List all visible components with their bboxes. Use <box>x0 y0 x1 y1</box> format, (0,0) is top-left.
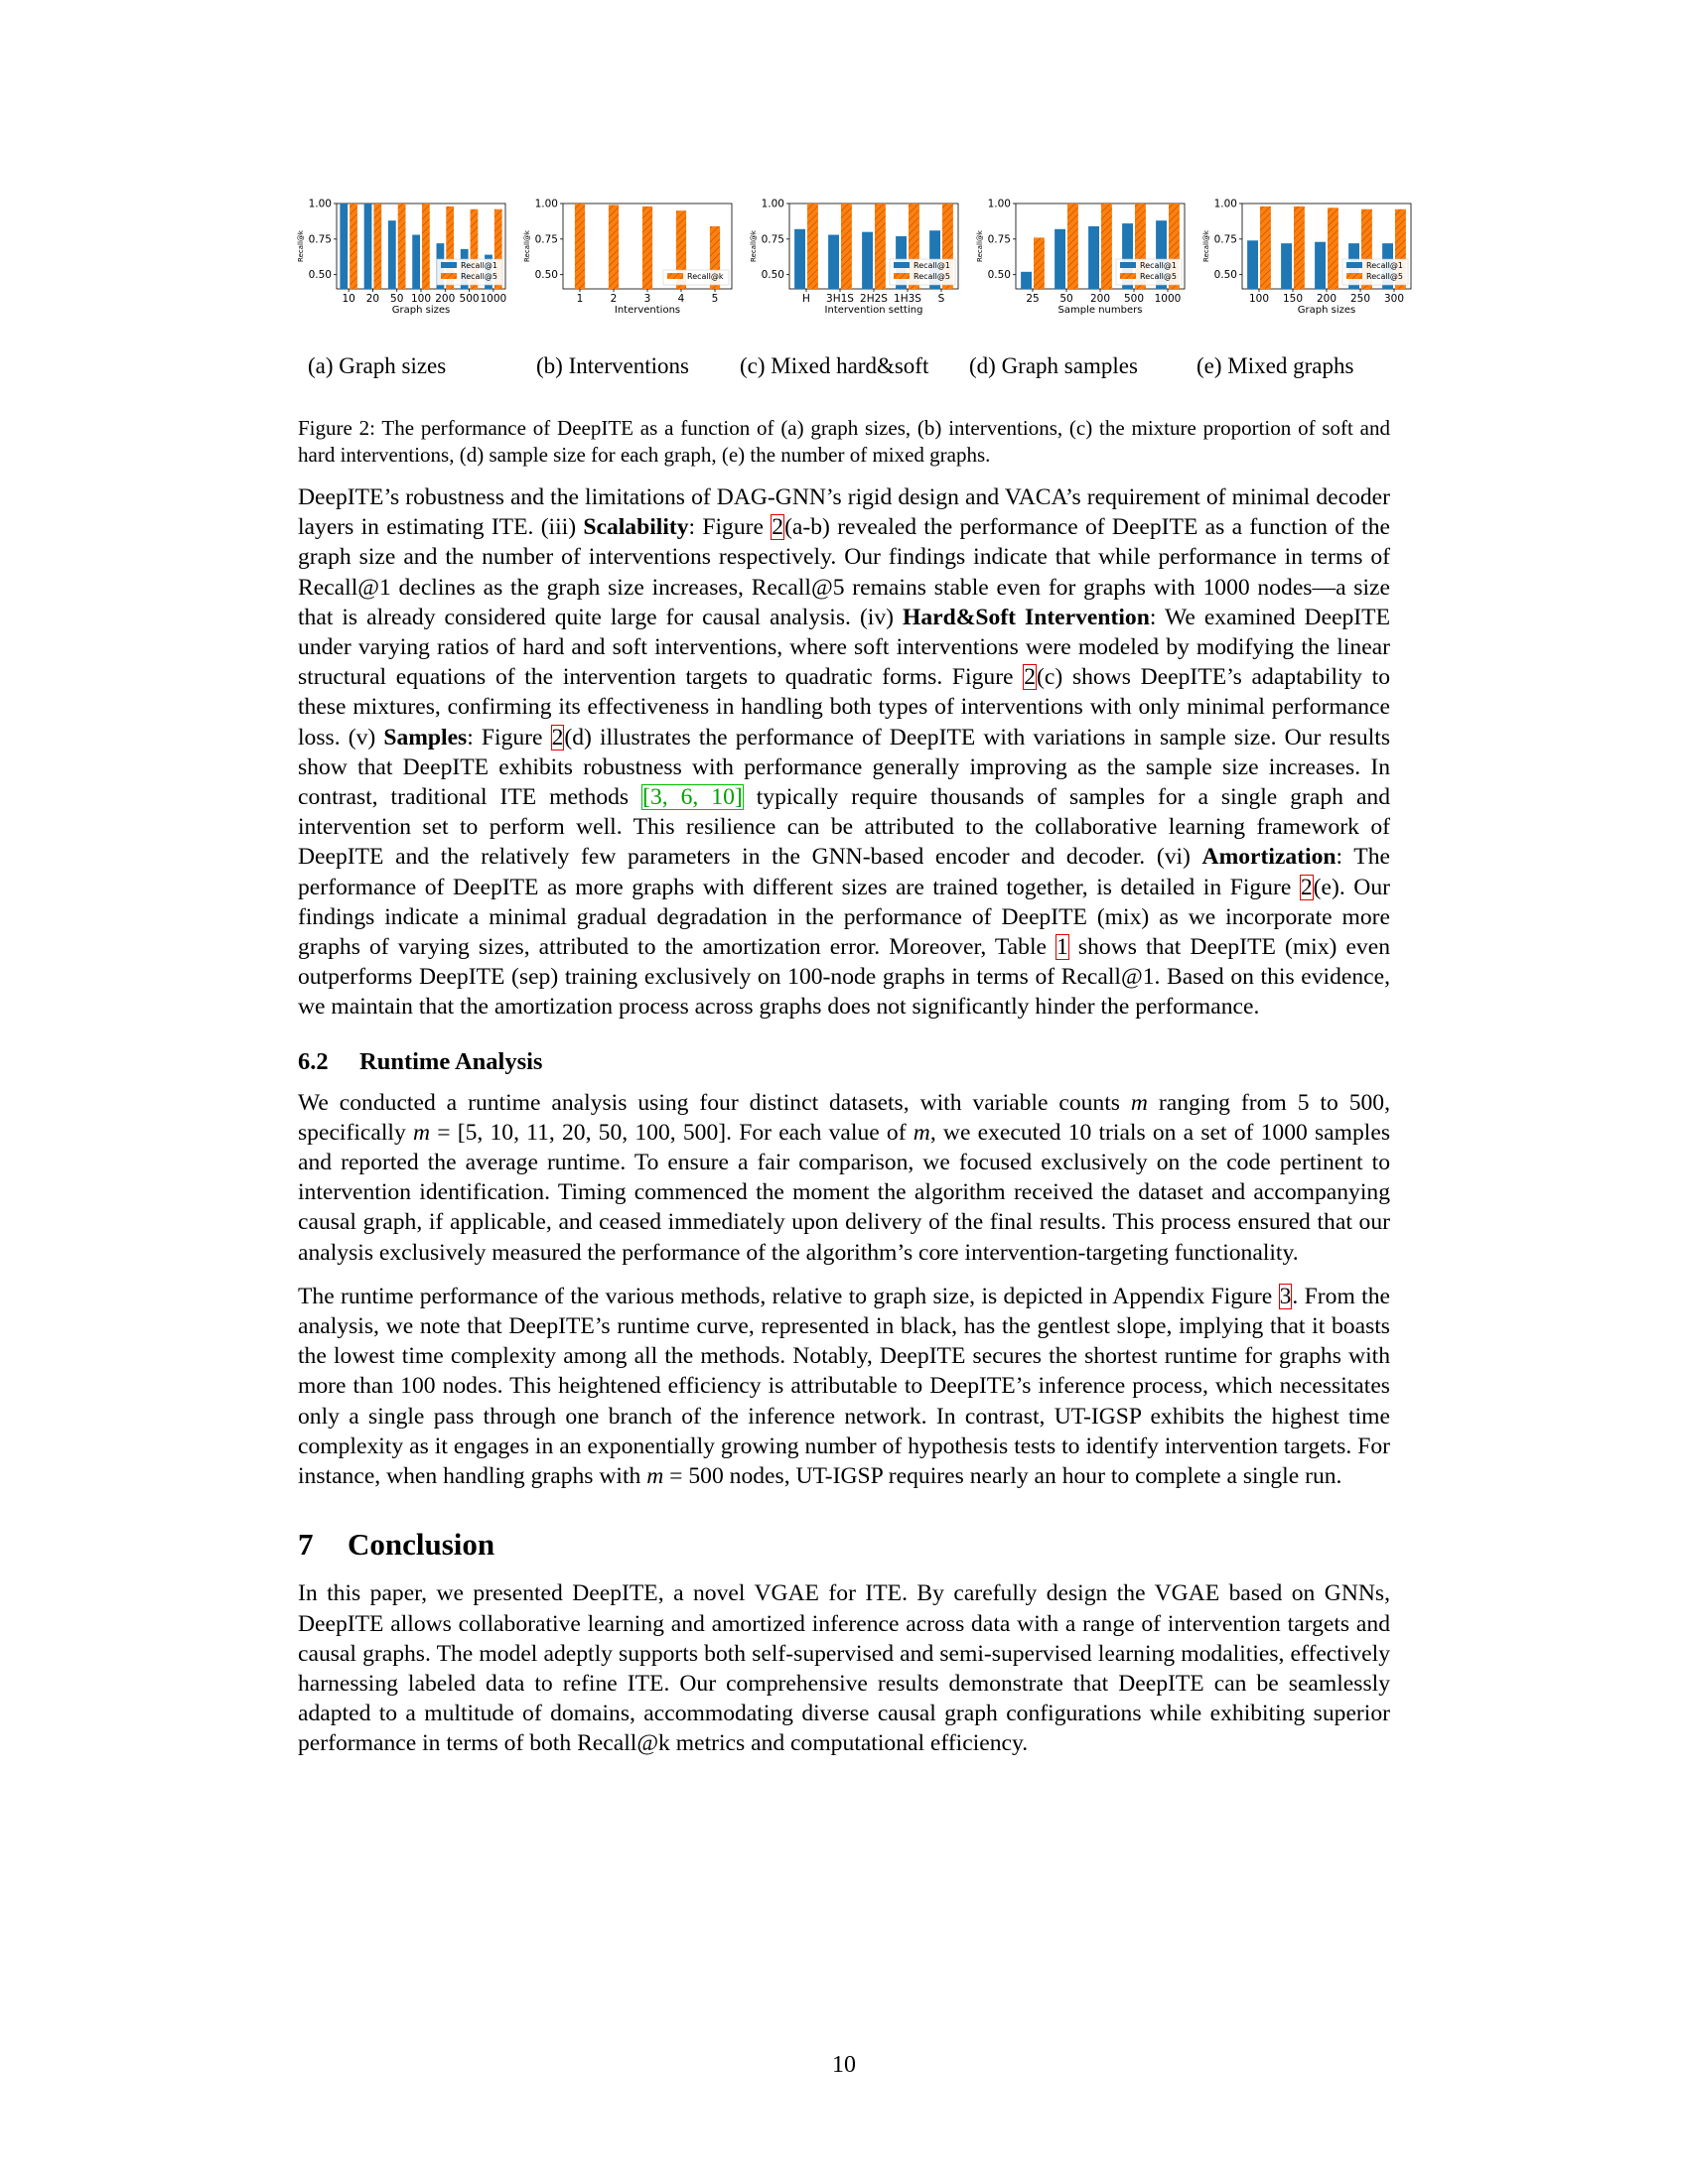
bar-recall-k <box>609 205 619 289</box>
bar-recall-5 <box>1328 207 1338 289</box>
bar-recall-5 <box>875 204 886 289</box>
y-tick-label: 0.50 <box>761 269 784 282</box>
y-tick-label: 1.00 <box>534 198 558 210</box>
figure-ref-link[interactable]: 2 <box>1300 874 1313 900</box>
paragraph-conclusion: In this paper, we presented DeepITE, a novel VGAE for ITE. By carefully design the VGAE based on GNNs, DeepITE allows collaborative learning and amortized inference across data with a range of intervention targets and causal graphs. The model adeptly supports both self-supervised and semi-supervised learning modalities, effectively harnessing labeled data to refine ITE. Our comprehensive results demonstrate that DeepITE can be seamlessly adapted to a multitude of domains, accommodating diverse causal graph configurations while exhibiting superior performance in terms of both Recall@k metrics and computational efficiency. <box>298 1580 1390 1757</box>
x-axis-label: Graph sizes <box>1297 305 1356 316</box>
paragraph-runtime-results: The runtime performance of the various methods, relative to graph size, is depicted in Appendix Figure 3. From the analysis, we note that DeepITE’s runtime curve, represented in black, has the gentlest slope, implying that it boasts the lowest time complexity among all the methods. Notably, DeepITE secures the shortest runtime for graphs with more than 100 nodes. This heightened efficiency is attributable to DeepITE’s inference process, which necessitates only a single pass through one branch of the inference network. In contrast, UT-IGSP exhibits the highest time complexity as it engages in an exponentially growing number of hypothesis tests to identify intervention targets. For instance, when handling graphs with m = 500 nodes, UT-IGSP requires nearly an hour to complete a single run. <box>298 1283 1390 1490</box>
term-amortization: Amortization <box>1201 844 1336 871</box>
bar-recall-5 <box>398 204 406 289</box>
chart-interventions <box>519 194 738 347</box>
bar-recall-5 <box>807 204 818 289</box>
y-tick-label: 0.75 <box>534 233 558 246</box>
legend-swatch <box>1120 273 1136 279</box>
x-tick-label: 200 <box>1316 293 1337 305</box>
x-tick-label: 300 <box>1383 293 1405 305</box>
bar-recall-5 <box>422 204 430 289</box>
x-tick-label: 2 <box>610 293 618 305</box>
table-ref-link[interactable]: 1 <box>1056 934 1068 961</box>
x-tick-label: 25 <box>1026 293 1040 305</box>
y-tick-label: 0.75 <box>308 233 332 246</box>
bar-recall-k <box>575 204 585 289</box>
x-tick-label: 20 <box>365 293 380 305</box>
bar-recall-1 <box>340 204 348 289</box>
term-hard-soft: Hard&Soft Intervention <box>903 604 1150 630</box>
bar-recall-1 <box>412 235 420 289</box>
legend-label: Recall@1 <box>1140 261 1177 270</box>
x-tick-label: 3 <box>643 293 651 305</box>
x-tick-label: 200 <box>1089 293 1111 305</box>
page-content <box>297 194 1405 1773</box>
bar-recall-5 <box>373 204 381 289</box>
figure-ref-link[interactable]: 2 <box>551 724 564 751</box>
y-tick-label: 1.00 <box>308 198 332 210</box>
y-tick-label: 0.50 <box>308 269 332 282</box>
legend-swatch <box>1346 262 1362 268</box>
legend-label: Recall@5 <box>1366 272 1403 281</box>
bar-recall-1 <box>794 229 805 289</box>
legend-swatch <box>1346 273 1362 279</box>
x-tick-label: 100 <box>410 293 432 305</box>
x-tick-label: 4 <box>677 293 685 305</box>
figure-ref-link[interactable]: 2 <box>1024 664 1037 691</box>
x-axis-label: Graph sizes <box>391 305 451 316</box>
legend-label: Recall@5 <box>1140 272 1177 281</box>
x-tick-label: 1000 <box>1154 293 1182 305</box>
page-number: 10 <box>832 2052 856 2078</box>
bar-recall-1 <box>364 204 372 289</box>
bar-recall-1 <box>1021 272 1032 289</box>
y-axis-label: Recall@k <box>297 230 305 262</box>
chart-mixed-hard-soft <box>746 194 964 347</box>
chart-graph-sizes <box>293 194 511 347</box>
legend-label: Recall@k <box>687 272 724 281</box>
bar-recall-5 <box>350 204 357 289</box>
bar-recall-1 <box>388 220 396 289</box>
y-axis-label: Recall@k <box>976 230 984 262</box>
bar-recall-1 <box>828 235 839 289</box>
x-axis-label: Sample numbers <box>1057 305 1143 316</box>
x-axis-label: Interventions <box>614 305 681 316</box>
paragraph-runtime-setup: We conducted a runtime analysis using four distinct datasets, with variable counts m ranging from 5 to 500, specifically m = [5, 10, 11, 20, 50, 100, 500]. For each value of m, we executed 10 trials on a set of 1000 samples and reported the average runtime. To ensure a fair comparison, we focused exclusively on the code pertinent to intervention identification. Timing commenced the moment the algorithm received the dataset and accompanying causal graph, if applicable, and ceased immediately upon delivery of the final results. This process ensured that our analysis exclusively measured the performance of the algorithm’s core intervention-targeting functionality. <box>298 1089 1391 1266</box>
x-tick-label: 3H1S <box>826 293 854 305</box>
y-tick-label: 1.00 <box>761 198 784 210</box>
x-tick-label: 150 <box>1282 293 1304 305</box>
bar-recall-1 <box>1088 226 1099 289</box>
figure-caption: Figure 2: The performance of DeepITE as a function of (a) graph sizes, (b) interventions, (c) the mixture proportion of soft and hard interventions, (d) sample size for each graph, (e) the number of mixed graphs. <box>298 416 1390 467</box>
figure-ref-link[interactable]: 3 <box>1279 1283 1292 1309</box>
x-tick-label: 50 <box>390 293 404 305</box>
legend-label: Recall@1 <box>1366 261 1403 270</box>
legend-swatch <box>894 273 910 279</box>
x-axis-label: Intervention setting <box>824 305 923 316</box>
figure-ref-link[interactable]: 2 <box>772 514 784 541</box>
y-axis-label: Recall@k <box>523 230 531 262</box>
x-tick-label: 500 <box>1123 293 1145 305</box>
subcaption-c: (c) Mixed hard&soft <box>740 353 929 378</box>
subcaption-b: (b) Interventions <box>536 353 689 378</box>
citation-link[interactable]: [3, 6, 10] <box>642 784 743 811</box>
x-tick-label: 2H2S <box>860 293 888 305</box>
legend-swatch <box>1120 262 1136 268</box>
y-tick-label: 1.00 <box>1213 198 1237 210</box>
x-tick-label: H <box>802 293 810 305</box>
figure-2 <box>297 194 1405 347</box>
bar-recall-1 <box>1281 243 1292 289</box>
subcaption-d: (d) Graph samples <box>969 353 1138 378</box>
x-tick-label: 10 <box>342 293 355 305</box>
x-tick-label: 50 <box>1059 293 1073 305</box>
term-scalability: Scalability <box>583 514 689 541</box>
y-tick-label: 0.50 <box>987 269 1011 282</box>
legend-swatch <box>441 262 457 268</box>
chart-graph-samples <box>972 194 1191 347</box>
y-axis-label: Recall@k <box>1202 230 1210 262</box>
x-tick-label: 250 <box>1349 293 1371 305</box>
x-tick-label: 100 <box>1248 293 1270 305</box>
x-tick-label: 1 <box>576 293 584 305</box>
x-tick-label: 200 <box>435 293 456 305</box>
legend-label: Recall@5 <box>914 272 950 281</box>
subfigure-captions <box>298 347 1390 397</box>
legend-label: Recall@1 <box>461 261 497 270</box>
x-tick-label: S <box>937 293 945 305</box>
y-tick-label: 0.75 <box>987 233 1011 246</box>
bar-recall-1 <box>1315 242 1326 289</box>
subcaption-a: (a) Graph sizes <box>308 353 447 378</box>
paragraph-results: DeepITE’s robustness and the limitations of DAG-GNN’s rigid design and VACA’s requirement of minimal decoder layers in estimating ITE. (iii) Scalability: Figure 2(a-b) revealed the performance of DeepITE as a function of the graph size and the number of interventions respectively. Our findings indicate that while performance in terms of Recall@1 declines as the graph size increases, Recall@5 remains stable even for graphs with 1000 nodes—a size that is already considered quite large for causal analysis. (iv) Hard&Soft Intervention: We examined DeepITE under varying ratios of hard and soft interventions, where soft interventions were modeled by modifying the linear structural equations of the intervention targets to quadratic forms. Figure 2(c) shows DeepITE’s adaptability to these mixtures, confirming its effectiveness in handling both types of interventions with only minimal performance loss. (v) Samples: Figure 2(d) illustrates the performance of DeepITE with variations in sample size. Our results show that DeepITE exhibits robustness with performance generally improving as the sample size increases. In contrast, traditional ITE methods [3, 6, 10] typically require thousands of samples for a single graph and intervention set to perform well. This resilience can be attributed to the collaborative learning framework of DeepITE and the relatively few parameters in the GNN-based encoder and decoder. (vi) Amortization: The performance of DeepITE as more graphs with different sizes are trained together, is detailed in Figure 2(e). Our findings indicate a minimal gradual degradation in the performance of DeepITE (mix) as we incorporate more graphs of varying sizes, attributed to the amortization error. Moreover, Table 1 shows that DeepITE (mix) even outperforms DeepITE (sep) training exclusively on 100-node graphs in terms of Recall@1. Based on this evidence, we maintain that the amortization process across graphs does not significantly hinder the performance. <box>298 484 1391 1021</box>
bar-recall-1 <box>1247 240 1258 289</box>
bar-recall-5 <box>1101 204 1112 289</box>
section-heading-6-2: 6.2 Runtime Analysis <box>298 1047 543 1075</box>
legend-swatch <box>894 262 910 268</box>
x-tick-label: 1H3S <box>894 293 921 305</box>
y-tick-label: 0.75 <box>761 233 784 246</box>
legend-swatch <box>667 273 683 279</box>
subcaption-e: (e) Mixed graphs <box>1196 353 1354 378</box>
bar-recall-1 <box>862 232 873 289</box>
bar-recall-5 <box>1067 204 1078 289</box>
y-tick-label: 0.50 <box>1213 269 1237 282</box>
chart-mixed-graphs <box>1198 194 1417 347</box>
y-axis-label: Recall@k <box>750 230 758 262</box>
bar-recall-k <box>642 206 652 289</box>
legend-swatch <box>441 273 457 279</box>
x-tick-label: 5 <box>711 293 719 305</box>
x-tick-label: 500 <box>459 293 480 305</box>
legend-label: Recall@1 <box>914 261 950 270</box>
y-tick-label: 0.75 <box>1213 233 1237 246</box>
y-tick-label: 0.50 <box>534 269 558 282</box>
bar-recall-5 <box>1034 237 1045 289</box>
bar-recall-5 <box>1294 206 1305 289</box>
legend-label: Recall@5 <box>461 272 497 281</box>
section-heading-7: 7 Conclusion <box>298 1527 495 1563</box>
term-samples: Samples <box>383 724 468 751</box>
bar-recall-5 <box>1260 206 1271 289</box>
x-tick-label: 1000 <box>480 293 507 305</box>
y-tick-label: 1.00 <box>987 198 1011 210</box>
bar-recall-5 <box>841 204 852 289</box>
bar-recall-1 <box>1055 229 1065 289</box>
